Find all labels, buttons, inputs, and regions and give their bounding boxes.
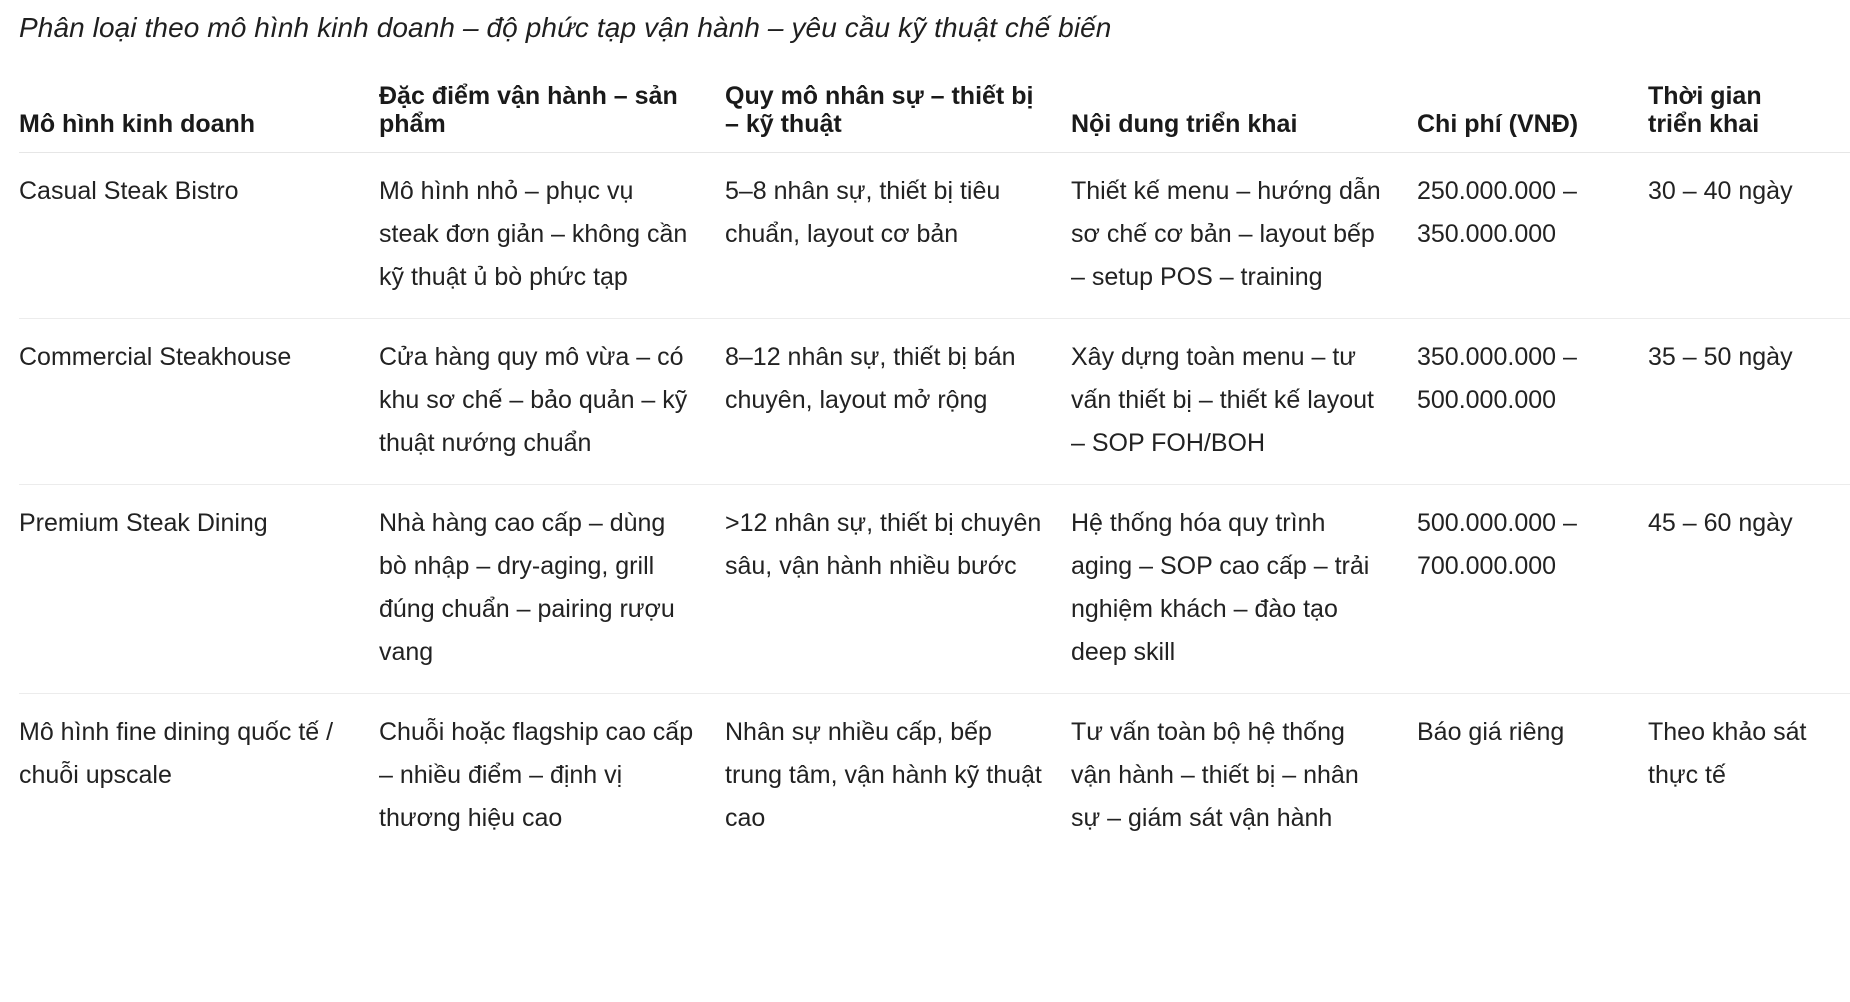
- cell-cost: 350.000.000 – 500.000.000: [1417, 319, 1648, 485]
- business-model-table-container: [19, 82, 1850, 859]
- cell-implementation-content: Thiết kế menu – hướng dẫn sơ chế cơ bản – layout bếp – setup POS – training: [1071, 153, 1417, 319]
- cell-timeline: 45 – 60 ngày: [1648, 485, 1850, 694]
- cell-cost: 250.000.000 – 350.000.000: [1417, 153, 1648, 319]
- table-header: [19, 82, 1850, 153]
- cell-business-model: Commercial Steakhouse: [19, 319, 379, 485]
- cell-staff-equipment-scale: >12 nhân sự, thiết bị chuyên sâu, vận hành nhiều bước: [725, 485, 1071, 694]
- cell-operating-features: Cửa hàng quy mô vừa – có khu sơ chế – bảo quản – kỹ thuật nướng chuẩn: [379, 319, 725, 485]
- cell-operating-features: Nhà hàng cao cấp – dùng bò nhập – dry-aging, grill đúng chuẩn – pairing rượu vang: [379, 485, 725, 694]
- cell-staff-equipment-scale: 5–8 nhân sự, thiết bị tiêu chuẩn, layout cơ bản: [725, 153, 1071, 319]
- cell-operating-features: Mô hình nhỏ – phục vụ steak đơn giản – không cần kỹ thuật ủ bò phức tạp: [379, 153, 725, 319]
- table-row: [19, 319, 1850, 485]
- header-cost: Chi phí (VNĐ): [1417, 82, 1648, 153]
- table-row: [19, 694, 1850, 860]
- cell-business-model: Premium Steak Dining: [19, 485, 379, 694]
- cell-implementation-content: Hệ thống hóa quy trình aging – SOP cao cấp – trải nghiệm khách – đào tạo deep skill: [1071, 485, 1417, 694]
- cell-business-model: Mô hình fine dining quốc tế / chuỗi upscale: [19, 718, 334, 789]
- cell-operating-features: Chuỗi hoặc flagship cao cấp – nhiều điểm – định vị thương hiệu cao: [379, 718, 694, 832]
- table-row: [19, 153, 1850, 319]
- cell-staff-equipment-scale: 8–12 nhân sự, thiết bị bán chuyên, layout mở rộng: [725, 319, 1071, 485]
- header-implementation-content: Nội dung triển khai: [1071, 82, 1417, 153]
- table-caption: Phân loại theo mô hình kinh doanh – độ phức tạp vận hành – yêu cầu kỹ thuật chế biến: [19, 12, 1112, 43]
- header-business-model: Mô hình kinh doanh: [19, 82, 379, 153]
- table-body: [19, 153, 1850, 860]
- cell-timeline: 30 – 40 ngày: [1648, 153, 1850, 319]
- cell-business-model: Casual Steak Bistro: [19, 153, 379, 319]
- cell-cost: Báo giá riêng: [1417, 718, 1565, 746]
- cell-implementation-content: Xây dựng toàn menu – tư vấn thiết bị – thiết kế layout – SOP FOH/BOH: [1071, 319, 1417, 485]
- cell-timeline: 35 – 50 ngày: [1648, 319, 1850, 485]
- header-staff-equipment-scale: Quy mô nhân sự – thiết bị – kỹ thuật: [725, 82, 1071, 153]
- cell-cost: 500.000.000 – 700.000.000: [1417, 485, 1648, 694]
- table-row: [19, 485, 1850, 694]
- header-operating-features: Đặc điểm vận hành – sản phẩm: [379, 82, 725, 153]
- header-row: [19, 82, 1850, 153]
- business-model-table: [19, 82, 1850, 859]
- cell-implementation-content: Tư vấn toàn bộ hệ thống vận hành – thiết bị – nhân sự – giám sát vận hành: [1071, 718, 1359, 832]
- cell-staff-equipment-scale: Nhân sự nhiều cấp, bếp trung tâm, vận hành kỹ thuật cao: [725, 718, 1042, 832]
- cell-timeline: Theo khảo sát thực tế: [1648, 718, 1807, 789]
- header-timeline: Thời gian triển khai: [1648, 82, 1850, 153]
